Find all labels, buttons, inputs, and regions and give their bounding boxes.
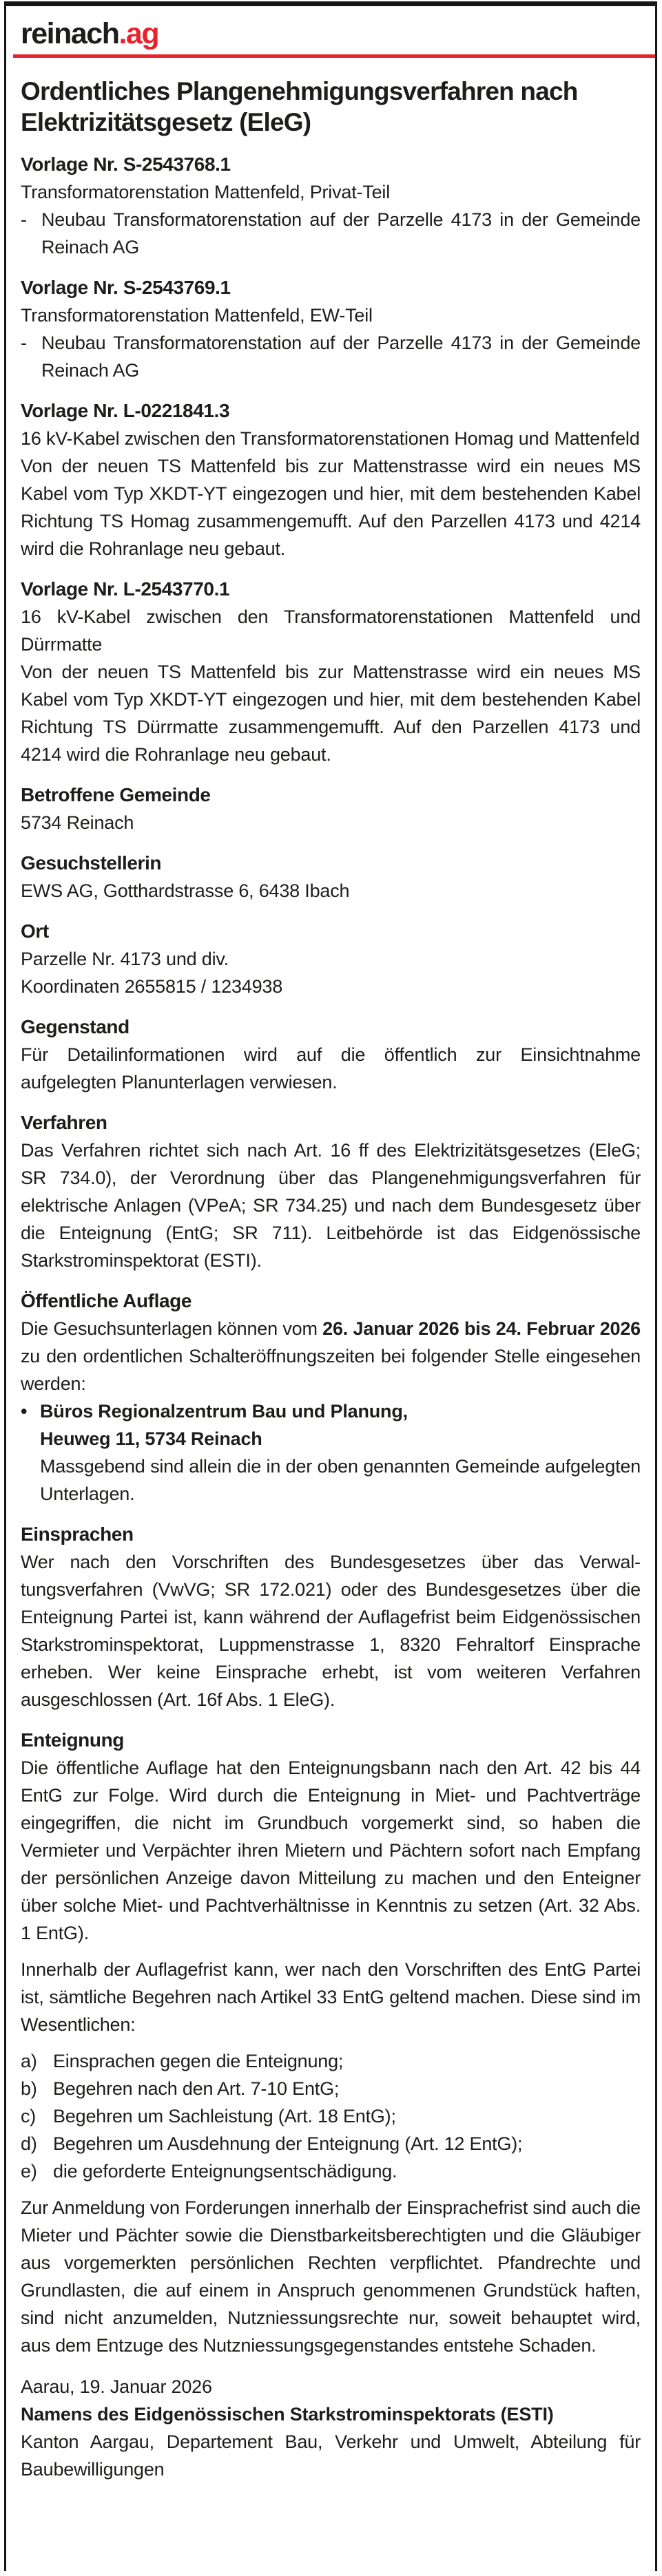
list-item-text: Begehren um Ausdehnung der Enteignung (Art. 12 EntG); <box>53 2133 523 2154</box>
closing-date-place: Aarau, 19. Januar 2026 <box>21 2376 212 2397</box>
logo-text-red: .ag <box>118 17 159 50</box>
einsprachen-text: Wer nach den Vorschriften des Bundesgesetzes über das Verwaltungsverfahren (VwVG; SR 172.021) oder des Bundesgesetzes über die Enteignung Partei ist, kann während der Auflagefrist beim Eidgenössischen Starkstrominspektorat, Luppmenstrasse 1, 8320 Fehraltorf Einsprache erheben. Wer keine Einsprache erhebt, ist vom weiteren Verfahren ausgeschlossen (Art. 16f Abs. 1 EleG). <box>21 1552 641 1710</box>
list-item-text: die geforderte Enteignungsentschädigung. <box>53 2161 397 2182</box>
municipality-logo <box>21 17 641 50</box>
list-item-label: d) <box>21 2133 37 2154</box>
auflage-office <box>21 1397 641 1425</box>
vorlage-dash-text: Neubau Transformatorenstation auf der Parzelle 4173 in der Gemeinde Reinach AG <box>41 332 641 381</box>
gesuchstellerin-value: EWS AG, Gotthardstrasse 6, 6438 Ibach <box>21 880 350 901</box>
auflage-intro <box>21 1315 641 1397</box>
section-heading: Öffentliche Auflage <box>21 1290 192 1311</box>
vorlage-number: Vorlage Nr. S-2543768.1 <box>21 154 231 175</box>
section-heading: Verfahren <box>21 1112 107 1133</box>
enteignung-para3: Zur Anmeldung von Forderungen innerhalb der Einsprachefrist sind auch die Mieter und Pächter sowie die Dienstbarkeitsberechtigten und die Gläubiger aus vorgemerkten persönlichen Rechten verpflichtet. Pfandrechte und Grundlasten, die auf einem in Anspruch genommenen Grundstück haften, sind nicht anzumelden, Nutzniessungsrechte nur, soweit behauptet wird, aus dem Entzuge des Nutzniessungsgegenstandes entstehe Schaden. <box>21 2197 641 2356</box>
logo-rule <box>13 54 655 58</box>
list-item-label: a) <box>21 2051 37 2071</box>
vorlage-dash-text: Neubau Transformatorenstation auf der Parzelle 4173 in der Gemeinde Reinach AG <box>41 209 641 257</box>
enteignung-para1: Die öffentliche Auflage hat den Enteignungsbann nach den Art. 42 bis 44 EntG zur Folge. Wird durch die Enteignung in Miet- und Pachtverträge eingegriffen, die nicht im Grundbuch vorgemerkt sind, so haben die Vermieter und Verpächter ihren Mietern und Pächtern sofort nach Empfang der persönlichen Anzeige davon Mitteilung zu machen und den Enteigner über solche Miet- und Pachtverhältnisse in Kenntnis zu setzen (Art. 32 Abs. 1 EntG). <box>21 1757 641 1943</box>
section-verfahren <box>21 1109 641 1274</box>
auflage-office-name: Büros Regionalzentrum Bau und Planung, <box>40 1401 408 1422</box>
vorlage-subtitle: 16 kV-Kabel zwischen den Transformatorenstationen Mattenfeld und Dürrmatte <box>21 606 641 655</box>
section-heading: Gegenstand <box>21 1016 130 1037</box>
logo-text-black: reinach <box>21 17 119 50</box>
auflage-office-address: Heuweg 11, 5734 Reinach <box>40 1428 262 1449</box>
ort-parzelle: Parzelle Nr. 4173 und div. <box>21 949 229 969</box>
list-item-label: e) <box>21 2161 37 2182</box>
gemeinde-value: 5734 Reinach <box>21 812 134 833</box>
section-ort <box>21 918 641 1000</box>
page-title: Ordentliches Plangenehmigungsverfahren nach Elektrizitätsgesetz (EleG) <box>21 77 578 136</box>
vorlage-description: Von der neuen TS Mattenfeld bis zur Mattenstrasse wird ein neues MS Kabel vom Typ XKDT-YT eingezogen und hier, mit dem bestehenden Kabel Richtung TS Dürrmatte zusammengemufft. Auf den Parzellen 4173 und 4214 wird die Rohranlage neu gebaut. <box>21 662 641 765</box>
list-item <box>21 2130 641 2157</box>
vorlage-subtitle: Transformatorenstation Mattenfeld, EW-Teil <box>21 305 373 326</box>
vorlage-description: Von der neuen TS Mattenfeld bis zur Mattenstrasse wird ein neues MS Kabel vom Typ XKDT-YT eingezogen und hier, mit dem bestehenden Kabel Richtung TS Homag zusammengemufft. Auf den Parzellen 4173 und 4214 wird die Rohranlage neu gebaut. <box>21 456 641 559</box>
section-gegenstand <box>21 1013 641 1096</box>
closing-authority: Namens des Eidgenössischen Starkstrominspektorats (ESTI) <box>21 2404 554 2425</box>
list-item-text: Begehren um Sachleistung (Art. 18 EntG); <box>53 2106 396 2126</box>
list-item-label: b) <box>21 2078 37 2099</box>
notice-frame <box>4 1 657 2571</box>
dash-marker: - <box>21 332 27 353</box>
list-item-text: Einsprachen gegen die Enteignung; <box>53 2051 344 2071</box>
bullet-marker: • <box>21 1401 28 1422</box>
auflage-note: Massgebend sind allein die in der oben genannten Gemeinde aufgelegten Unterlagen. <box>40 1456 641 1504</box>
section-heading: Betroffene Gemeinde <box>21 784 211 805</box>
vorlage-dash-item <box>21 329 641 384</box>
section-heading: Enteignung <box>21 1729 124 1751</box>
auflage-period: 26. Januar 2026 bis 24. Februar 2026 <box>322 1318 641 1339</box>
closing-department: Kanton Aargau, Departement Bau, Verkehr und Umwelt, Abteilung für Baubewilligungen <box>21 2431 641 2480</box>
list-item <box>21 2157 641 2185</box>
section-oeffentliche-auflage <box>21 1287 641 1508</box>
list-item <box>21 2102 641 2130</box>
list-item-label: c) <box>21 2106 37 2126</box>
section-betroffene-gemeinde <box>21 781 641 836</box>
section-enteignung <box>21 1727 641 2359</box>
closing-block <box>21 2373 641 2483</box>
gegenstand-text: Für Detailinformationen wird auf die öffentlich zur Einsichtnahme aufgelegten Planunterlagen verwiesen. <box>21 1044 641 1092</box>
list-item <box>21 2047 641 2075</box>
section-gesuchstellerin <box>21 849 641 905</box>
vorlage-number: Vorlage Nr. L-2543770.1 <box>21 578 230 600</box>
section-vorlage-2 <box>21 274 641 384</box>
enteignung-list <box>21 2047 641 2185</box>
auflage-intro-suffix: zu den ordentlichen Schalteröffnungszeiten bei folgender Stelle eingesehen werden: <box>21 1346 641 1394</box>
verfahren-text: Das Verfahren richtet sich nach Art. 16 ff des Elektrizitätsgesetzes (EleG; SR 734.0), der Verordnung über das Plangenehmigungsverfahren für elektrische Anlagen (VPeA; SR 734.25) und nach dem Bundesgesetz über die Enteignung (EntG; SR 711). Leitbehörde ist das Eidgenössische Starkstrominspektorat (ESTI). <box>21 1140 641 1271</box>
vorlage-subtitle: 16 kV-Kabel zwischen den Transformatorenstationen Homag und Mattenfeld <box>21 428 640 449</box>
section-heading: Gesuchstellerin <box>21 852 162 874</box>
vorlage-number: Vorlage Nr. L-0221841.3 <box>21 400 230 421</box>
section-einsprachen <box>21 1521 641 1713</box>
section-vorlage-1 <box>21 151 641 261</box>
section-heading: Einsprachen <box>21 1523 134 1545</box>
section-vorlage-4 <box>21 576 641 768</box>
list-item-text: Begehren nach den Art. 7-10 EntG; <box>53 2078 340 2099</box>
section-vorlage-3 <box>21 397 641 562</box>
section-heading: Ort <box>21 920 49 942</box>
vorlage-dash-item <box>21 206 641 261</box>
dash-marker: - <box>21 209 27 230</box>
auflage-intro-prefix: Die Gesuchsunterlagen können vom <box>21 1318 323 1339</box>
list-item <box>21 2075 641 2102</box>
enteignung-para2: Innerhalb der Auflagefrist kann, wer nach den Vorschriften des EntG Partei ist, sämtliche Begehren nach Artikel 33 EntG geltend machen. Diese sind im Wesentlichen: <box>21 1959 641 2035</box>
vorlage-number: Vorlage Nr. S-2543769.1 <box>21 277 231 298</box>
ort-koordinaten: Koordinaten 2655815 / 1234938 <box>21 976 283 997</box>
vorlage-subtitle: Transformatorenstation Mattenfeld, Privat-Teil <box>21 182 391 202</box>
